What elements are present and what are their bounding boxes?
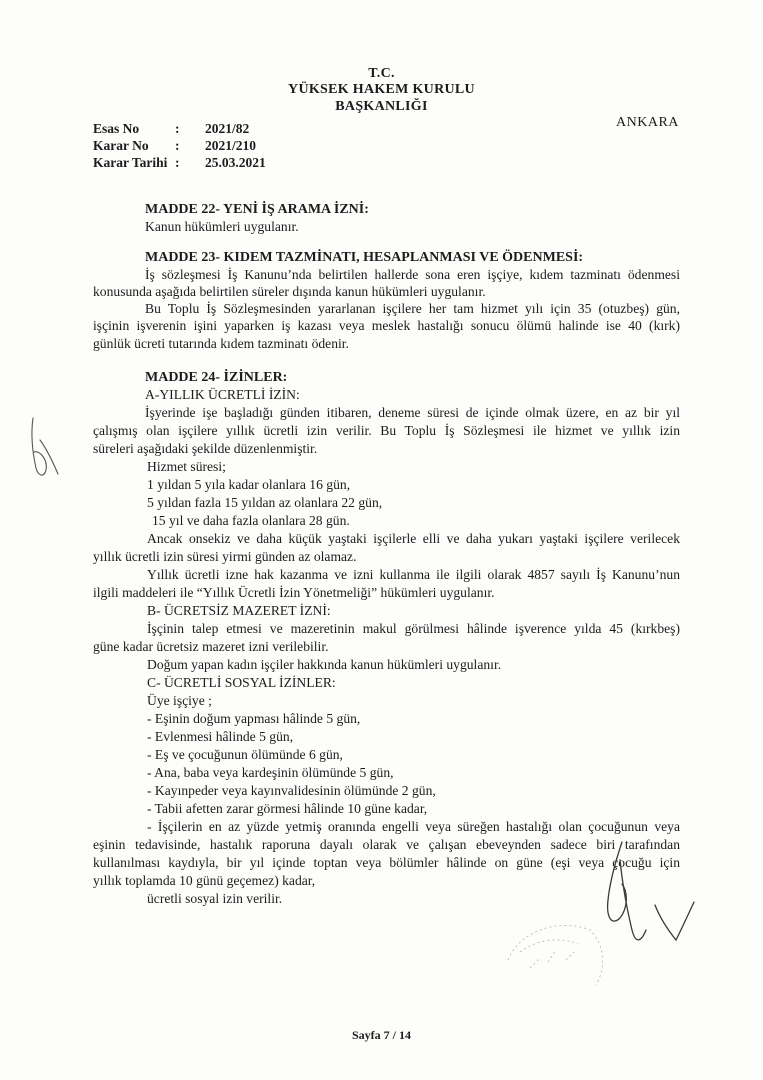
paragraph-line: günlük ücreti tutarında kıdem tazminatı ödenir. (93, 336, 349, 351)
paragraph-line: Ancak onsekiz ve daha küçük yaştaki işçilerle elli ve daha yukarı yaştaki işçilere verilecek (147, 531, 680, 546)
paragraph-line: çalışmış olan işçilere yıllık ücretli izin verilir. Bu Toplu İş Sözleşmesi ile hizmet ve yıllık izin (93, 423, 680, 438)
section-a-title: A-YILLIK ÜCRETLİ İZİN: (145, 387, 300, 402)
list-item: - Eşinin doğum yapması hâlinde 5 gün, (147, 711, 361, 726)
paragraph-line: yıllık ücretli izin süresi yirmi günden az olamaz. (93, 549, 357, 564)
list-item: - Ana, baba veya kardeşinin ölümünde 5 gün, (147, 765, 394, 780)
header-office: BAŞKANLIĞI (335, 99, 428, 114)
meta-karar: Karar No : 2021/210 (93, 138, 257, 153)
header-tc: T.C. (368, 66, 395, 81)
madde-23-heading: MADDE 23- KIDEM TAZMİNATI, HESAPLANMASI VE ÖDENMESİ: (145, 250, 584, 265)
paragraph-line: ücretli sosyal izin verilir. (147, 891, 283, 906)
list-item: - Kayınpeder veya kayınvalidesinin ölümünde 2 gün, (147, 783, 436, 798)
paragraph-line: süreleri aşağıdaki şekilde düzenlenmiştir. (93, 441, 318, 456)
meta-karar-tarihi: Karar Tarihi : 25.03.2021 (93, 155, 266, 170)
paragraph-line: Üye işçiye ; (147, 693, 212, 708)
list-item: - Eş ve çocuğunun ölümünde 6 gün, (147, 747, 343, 762)
paragraph-line: eşinin tedavisinde, hastalık raporuna dayalı olarak ve çalışan ebeveynden sadece biri tarafından (93, 837, 680, 852)
signature-mark (608, 842, 694, 940)
paragraph-line: Kanun hükümleri uygulanır. (145, 219, 299, 234)
list-item: 5 yıldan fazla 15 yıldan az olanlara 22 gün, (147, 495, 383, 510)
paragraph-line: Yıllık ücretli izne hak kazanma ve izni kullanma ile ilgili olarak 4857 sayılı İş Kanunu’nun (147, 567, 680, 582)
paragraph-line: Doğum yapan kadın işçiler hakkında kanun hükümleri uygulanır. (147, 657, 502, 672)
paragraph-line: kullanılması kaydıyla, bir yıl içinde toptan veya bölümler hâlinde on güne (eşi veya çocuğu için (93, 855, 680, 870)
paragraph-line: İşyerinde işe başladığı günden itibaren, deneme süresi de içinde olmak üzere, en az bir yıl (145, 405, 680, 420)
paragraph-line: İşçinin talep etmesi ve mazeretinin makul görülmesi hâlinde işverence yılda 45 (kırkbeş) (147, 621, 680, 636)
list-item: 1 yıldan 5 yıla kadar olanlara 16 gün, (147, 477, 351, 492)
margin-initial-mark (32, 418, 58, 475)
list-item: - İşçilerin en az yüzde yetmiş oranında engelli veya süreğen hastalığı olan çocuğunun veya (147, 819, 680, 834)
page-number: Sayfa 7 / 14 (351, 1028, 411, 1042)
paragraph-line: İş sözleşmesi İş Kanunu’nda belirtilen hallerde sona eren işçiye, kıdem tazminatı ödenmesi (145, 267, 680, 282)
header-org: YÜKSEK HAKEM KURULU (288, 82, 475, 97)
paragraph-line: Bu Toplu İş Sözleşmesinden yararlanan işçilere her tam hizmet yılı için 35 (otuzbeş) gün, (145, 301, 680, 316)
paragraph-line: işçinin işverenin işini yaparken iş kazası veya meslek hastalığı sonucu ölümü halinde ise 40 (kırk) (93, 318, 680, 333)
list-item: - Evlenmesi hâlinde 5 gün, (147, 729, 294, 744)
section-b-title: B- ÜCRETSİZ MAZERET İZNİ: (147, 603, 331, 618)
paragraph-line: yıllık toplamda 10 günü geçemez) kadar, (93, 873, 316, 888)
paragraph-line: konusunda aşağıda belirtilen süreler dışında kanun hükümleri uygulanır. (93, 284, 486, 299)
list-item: - Tabii afetten zarar görmesi hâlinde 10 güne kadar, (147, 801, 428, 816)
madde-22-heading: MADDE 22- YENİ İŞ ARAMA İZNİ: (145, 202, 369, 217)
paragraph-line: Hizmet süresi; (147, 459, 226, 474)
paragraph-line: güne kadar ücretsiz mazeret izni verilebilir. (93, 639, 329, 654)
paragraph-line: ilgili maddeleri ile “Yıllık Ücretli İzin Yönetmeliği” hükümleri uygulanır. (93, 585, 495, 600)
madde-24-heading: MADDE 24- İZİNLER: (145, 370, 288, 385)
list-item: 15 yıl ve daha fazla olanlara 28 gün. (152, 513, 350, 528)
meta-esas: Esas No : 2021/82 (93, 121, 250, 136)
faint-stamp-mark (508, 925, 603, 985)
header-city: ANKARA (616, 115, 679, 130)
section-c-title: C- ÜCRETLİ SOSYAL İZİNLER: (147, 675, 336, 690)
